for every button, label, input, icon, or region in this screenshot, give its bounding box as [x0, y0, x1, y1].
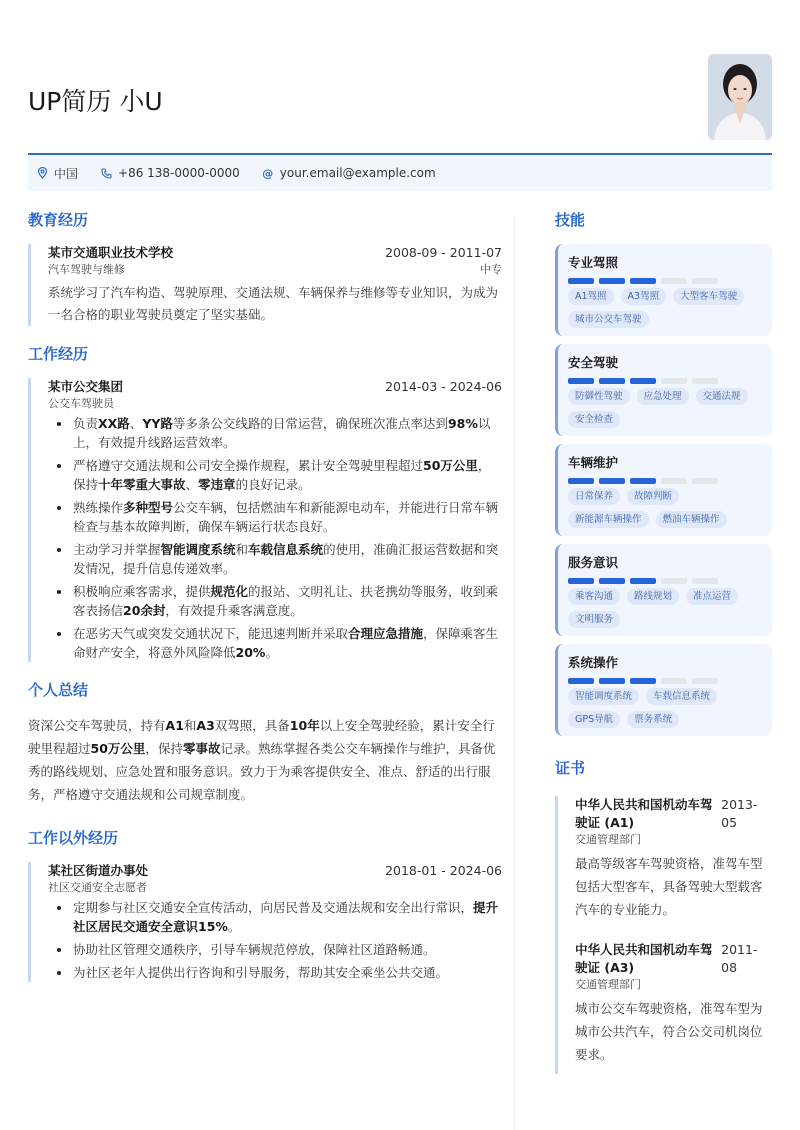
- skill-level-segment: [661, 478, 687, 484]
- bullet-item: 熟练操作多种型号公交车辆，包括燃油车和新能源电动车，并能进行日常车辆检查与基本故障判断，确保车辆运行状态良好。: [48, 498, 502, 536]
- skill-tag: 日常保养: [568, 488, 620, 505]
- section-title-education: 教育经历: [28, 211, 89, 229]
- certificate-description: 最高等级客车驾驶资格，准驾车型包括大型客车，具备驾驶大型载客汽车的专业能力。: [575, 856, 763, 917]
- summary-section: [28, 680, 502, 806]
- skill-level-segment: [568, 578, 594, 584]
- education-date: 2008-09 - 2011-07: [385, 245, 502, 260]
- location-text: 中国: [54, 166, 79, 181]
- skill-level-segment: [599, 678, 625, 684]
- section-title-summary: 个人总结: [28, 681, 89, 699]
- skill-level-segment: [568, 678, 594, 684]
- work-entry: [28, 378, 502, 662]
- skill-level-bar: [568, 578, 762, 584]
- skill-card: [555, 344, 772, 436]
- certificate-name: 中华人民共和国机动车驾驶证 (A1): [575, 797, 713, 830]
- at-icon: @: [262, 166, 274, 180]
- skill-level-segment: [599, 478, 625, 484]
- skill-name: 系统操作: [568, 655, 619, 670]
- work-section: [28, 344, 502, 662]
- skills-list: [555, 244, 772, 736]
- contact-email[interactable]: [262, 166, 436, 180]
- skill-level-segment: [568, 278, 594, 284]
- skill-level-segment: [599, 378, 625, 384]
- skill-tag: 交通法规: [696, 388, 748, 405]
- skill-level-segment: [630, 678, 656, 684]
- work-bullets: [48, 414, 502, 662]
- skill-tag: GPS导航: [568, 711, 620, 728]
- section-title-work: 工作经历: [28, 345, 89, 363]
- skill-tag: 车载信息系统: [646, 688, 717, 705]
- skill-tags: [568, 588, 762, 628]
- resume-header: [28, 52, 772, 152]
- skill-tag: 票务系统: [627, 711, 679, 728]
- skill-tag: 乘客沟通: [568, 588, 620, 605]
- skill-tag: 应急处理: [637, 388, 689, 405]
- certificate-description: 城市公交车驾驶资格，准驾车型为城市公共汽车，符合公交司机岗位要求。: [575, 1001, 763, 1062]
- bullet-item: 协助社区管理交通秩序，引导车辆规范停放，保障社区道路畅通。: [48, 940, 502, 959]
- major: 汽车驾驶与维修: [48, 263, 125, 276]
- skill-tag: A3驾照: [621, 288, 667, 305]
- contact-location: [36, 165, 78, 182]
- column-divider: [514, 216, 515, 1130]
- skill-tags: [568, 488, 762, 528]
- skill-card: [555, 444, 772, 536]
- email-text: your.email@example.com: [279, 166, 436, 180]
- skill-level-segment: [661, 278, 687, 284]
- skill-level-segment: [568, 478, 594, 484]
- skill-name: 车辆维护: [568, 455, 619, 470]
- certificates-list: [555, 796, 772, 1074]
- skill-level-bar: [568, 278, 762, 284]
- bullet-item: 定期参与社区交通安全宣传活动，向居民普及交通法规和安全出行常识，提升社区居民交通安全意识15%。: [48, 898, 502, 936]
- section-title-certificates: 证书: [555, 759, 586, 777]
- company-name: 某市公交集团: [48, 379, 124, 394]
- volunteer-role: 社区交通安全志愿者: [48, 881, 147, 894]
- certificate-date: 2013-05: [721, 797, 758, 830]
- skill-tags: [568, 688, 762, 728]
- skill-tag: 故障判断: [627, 488, 679, 505]
- skill-tag: 防御性驾驶: [568, 388, 630, 405]
- contact-bar: [28, 153, 772, 191]
- certificate-issuer: 交通管理部门: [575, 833, 641, 846]
- summary-text: 资深公交车驾驶员，持有A1和A3双驾照，具备10年以上安全驾驶经验，累计安全行驶里程超过50万公里，保持零事故记录。熟练掌握各类公交车辆操作与维护，具备优秀的路线规划、应急处置和服务意识。致力于为乘客提供安全、准点、舒适的出行服务，严格遵守交通法规和公司规章制度。: [28, 718, 496, 802]
- skill-level-segment: [630, 578, 656, 584]
- extra-section: [28, 828, 502, 982]
- skill-tags: [568, 388, 762, 428]
- skill-level-segment: [692, 278, 718, 284]
- skill-tags: [568, 288, 762, 328]
- bullet-item: 严格遵守交通法规和公司安全操作规程，累计安全驾驶里程超过50万公里，保持十年零重大事故、零违章的良好记录。: [48, 456, 502, 494]
- skill-card: [555, 544, 772, 636]
- sidebar-column: [555, 210, 772, 1074]
- skill-tag: 安全检查: [568, 411, 620, 428]
- skill-tag: 大型客车驾驶: [673, 288, 744, 305]
- skill-level-segment: [692, 678, 718, 684]
- skill-tag: 燃油车辆操作: [656, 511, 727, 528]
- skill-level-segment: [630, 478, 656, 484]
- bullet-item: 积极响应乘客需求，提供规范化的报站、文明礼让、扶老携幼等服务，收到乘客表扬信20余封，有效提升乘客满意度。: [48, 582, 502, 620]
- extra-bullets: [48, 898, 502, 982]
- skill-level-segment: [692, 478, 718, 484]
- skill-level-segment: [630, 378, 656, 384]
- skill-tag: 准点运营: [686, 588, 738, 605]
- skill-tag: 新能源车辆操作: [568, 511, 649, 528]
- skill-level-segment: [692, 578, 718, 584]
- skill-tag: 路线规划: [627, 588, 679, 605]
- education-entry: [28, 244, 502, 326]
- skill-level-segment: [568, 378, 594, 384]
- skill-card: [555, 644, 772, 736]
- certificate-entry: [555, 929, 772, 1074]
- skill-tag: 文明服务: [568, 611, 620, 628]
- organization-name: 某社区街道办事处: [48, 863, 149, 878]
- certificate-entry: [555, 796, 772, 929]
- phone-icon: [100, 167, 112, 179]
- skill-level-bar: [568, 478, 762, 484]
- certificate-name: 中华人民共和国机动车驾驶证 (A3): [575, 942, 713, 975]
- skill-level-segment: [599, 278, 625, 284]
- skill-level-segment: [661, 378, 687, 384]
- education-section: [28, 210, 502, 326]
- contact-phone[interactable]: [100, 166, 240, 180]
- avatar-photo: [708, 54, 772, 140]
- skill-name: 专业驾照: [568, 255, 619, 270]
- certificate-date: 2011-08: [721, 942, 758, 975]
- skill-level-segment: [630, 278, 656, 284]
- skill-level-segment: [661, 578, 687, 584]
- bullet-item: 为社区老年人提供出行咨询和引导服务，帮助其安全乘坐公共交通。: [48, 963, 502, 982]
- school-name: 某市交通职业技术学校: [48, 245, 174, 260]
- extra-entry: [28, 862, 502, 982]
- candidate-name: UP简历 小U: [28, 87, 163, 116]
- bullet-item: 在恶劣天气或突发交通状况下，能迅速判断并采取合理应急措施，保障乘客生命财产安全，将意外风险降低20%。: [48, 624, 502, 662]
- bullet-item: 负责XX路、YY路等多条公交线路的日常运营，确保班次准点率达到98%以上，有效提升线路运营效率。: [48, 414, 502, 452]
- skill-tag: 城市公交车驾驶: [568, 311, 649, 328]
- skill-level-bar: [568, 678, 762, 684]
- degree: 中专: [480, 263, 502, 276]
- bullet-item: 主动学习并掌握智能调度系统和车载信息系统的使用，准确汇报运营数据和突发情况，提升信息传递效率。: [48, 540, 502, 578]
- skill-tag: A1驾照: [568, 288, 614, 305]
- skill-tag: 智能调度系统: [568, 688, 639, 705]
- skill-level-segment: [661, 678, 687, 684]
- skill-level-segment: [599, 578, 625, 584]
- skill-level-segment: [692, 378, 718, 384]
- phone-text: +86 138-0000-0000: [118, 166, 240, 180]
- work-date: 2014-03 - 2024-06: [385, 379, 502, 394]
- section-title-extra: 工作以外经历: [28, 829, 119, 847]
- job-role: 公交车驾驶员: [48, 397, 114, 410]
- extra-date: 2018-01 - 2024-06: [385, 863, 502, 878]
- map-pin-icon: [36, 167, 48, 179]
- skill-level-bar: [568, 378, 762, 384]
- skill-name: 服务意识: [568, 555, 619, 570]
- section-title-skills: 技能: [555, 211, 586, 229]
- skill-card: [555, 244, 772, 336]
- certificate-issuer: 交通管理部门: [575, 978, 641, 991]
- main-column: [28, 210, 502, 1000]
- portrait-icon: [708, 54, 772, 140]
- skill-name: 安全驾驶: [568, 355, 619, 370]
- education-description: 系统学习了汽车构造、驾驶原理、交通法规、车辆保养与维修等专业知识，为成为一名合格的职业驾驶员奠定了坚实基础。: [48, 285, 499, 322]
